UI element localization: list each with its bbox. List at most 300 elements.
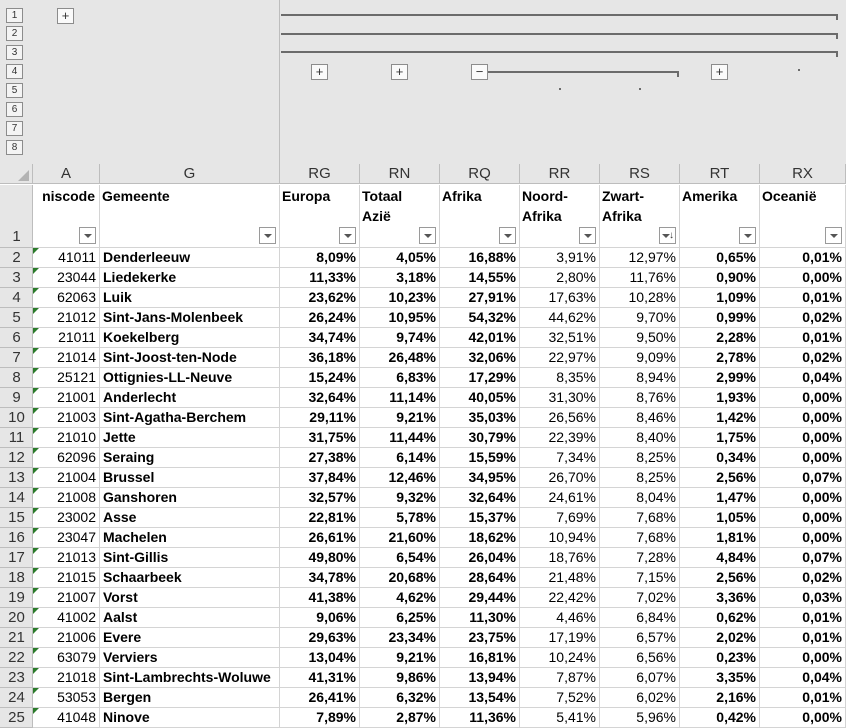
sort-filter-dropdown-button[interactable] <box>659 227 676 244</box>
cell-amerika[interactable] <box>680 528 760 548</box>
cell-gemeente[interactable] <box>100 588 280 608</box>
cell-amerika[interactable] <box>680 548 760 568</box>
cell-amerika[interactable] <box>680 328 760 348</box>
filter-dropdown-button[interactable] <box>259 227 276 244</box>
cell-afrika[interactable] <box>440 368 520 388</box>
cell-zwart[interactable] <box>600 448 680 468</box>
expand-group-button[interactable]: + <box>391 64 408 80</box>
cell-niscode[interactable] <box>33 568 100 588</box>
cell-zwart[interactable] <box>600 328 680 348</box>
row-header[interactable]: 6 <box>0 328 33 348</box>
cell-europa[interactable] <box>280 328 360 348</box>
cell-azie[interactable] <box>360 508 440 528</box>
cell-noord[interactable] <box>520 668 600 688</box>
cell-europa[interactable] <box>280 688 360 708</box>
cell-oceanie[interactable] <box>760 408 846 428</box>
cell-zwart[interactable] <box>600 308 680 328</box>
cell-oceanie[interactable] <box>760 528 846 548</box>
collapse-group-button[interactable]: − <box>471 64 488 80</box>
cell-azie[interactable] <box>360 248 440 268</box>
cell-azie[interactable] <box>360 268 440 288</box>
column-header-rx[interactable]: RX <box>760 164 846 184</box>
cell-europa[interactable] <box>280 568 360 588</box>
cell-gemeente[interactable] <box>100 428 280 448</box>
cell-niscode[interactable] <box>33 608 100 628</box>
row-header[interactable]: 12 <box>0 448 33 468</box>
outline-level-button[interactable]: 3 <box>6 45 23 60</box>
cell-zwart[interactable] <box>600 368 680 388</box>
row-header[interactable]: 15 <box>0 508 33 528</box>
cell-noord[interactable] <box>520 468 600 488</box>
cell-amerika[interactable] <box>680 608 760 628</box>
cell-noord[interactable] <box>520 568 600 588</box>
cell-afrika[interactable] <box>440 408 520 428</box>
cell-oceanie[interactable] <box>760 588 846 608</box>
cell-afrika[interactable] <box>440 628 520 648</box>
cell-europa[interactable] <box>280 668 360 688</box>
cell-afrika[interactable] <box>440 668 520 688</box>
cell-oceanie[interactable] <box>760 288 846 308</box>
cell-zwart[interactable] <box>600 508 680 528</box>
cell-value: 21,48% <box>548 569 596 585</box>
cell-afrika[interactable] <box>440 708 520 728</box>
row-header[interactable]: 18 <box>0 568 33 588</box>
cell-noord[interactable] <box>520 268 600 288</box>
cell-azie[interactable] <box>360 488 440 508</box>
cell-oceanie[interactable] <box>760 268 846 288</box>
cell-amerika[interactable] <box>680 508 760 528</box>
header-cell-g[interactable] <box>100 185 280 248</box>
cell-afrika[interactable] <box>440 428 520 448</box>
cell-noord[interactable] <box>520 548 600 568</box>
cell-noord[interactable] <box>520 508 600 528</box>
cell-gemeente[interactable] <box>100 288 280 308</box>
row-header[interactable]: 4 <box>0 288 33 308</box>
cell-gemeente[interactable] <box>100 628 280 648</box>
header-cell-a[interactable] <box>33 185 100 248</box>
row-header[interactable]: 8 <box>0 368 33 388</box>
cell-gemeente[interactable] <box>100 408 280 428</box>
cell-afrika[interactable] <box>440 508 520 528</box>
cell-oceanie[interactable] <box>760 348 846 368</box>
cell-amerika[interactable] <box>680 388 760 408</box>
row-header[interactable]: 10 <box>0 408 33 428</box>
cell-afrika[interactable] <box>440 588 520 608</box>
cell-gemeente[interactable] <box>100 528 280 548</box>
cell-noord[interactable] <box>520 408 600 428</box>
cell-afrika[interactable] <box>440 448 520 468</box>
cell-amerika[interactable] <box>680 488 760 508</box>
header-cell-rt[interactable] <box>680 185 760 248</box>
row-header[interactable]: 19 <box>0 588 33 608</box>
row-header[interactable]: 24 <box>0 688 33 708</box>
cell-oceanie[interactable] <box>760 548 846 568</box>
row-header[interactable]: 16 <box>0 528 33 548</box>
outline-level-button[interactable]: 6 <box>6 102 23 117</box>
cell-europa[interactable] <box>280 368 360 388</box>
cell-value: 7,15% <box>636 569 676 585</box>
cell-amerika[interactable] <box>680 628 760 648</box>
cell-gemeente[interactable] <box>100 548 280 568</box>
cell-oceanie[interactable] <box>760 448 846 468</box>
outline-level-button[interactable]: 1 <box>6 8 23 23</box>
outline-level-button[interactable]: 7 <box>6 121 23 136</box>
cell-noord[interactable] <box>520 688 600 708</box>
cell-oceanie[interactable] <box>760 308 846 328</box>
cell-niscode[interactable] <box>33 348 100 368</box>
cell-niscode[interactable] <box>33 408 100 428</box>
cell-oceanie[interactable] <box>760 248 846 268</box>
cell-afrika[interactable] <box>440 288 520 308</box>
cell-niscode[interactable] <box>33 668 100 688</box>
cell-azie[interactable] <box>360 568 440 588</box>
cell-amerika[interactable] <box>680 368 760 388</box>
cell-noord[interactable] <box>520 628 600 648</box>
row-header[interactable]: 2 <box>0 248 33 268</box>
cell-afrika[interactable] <box>440 308 520 328</box>
cell-europa[interactable] <box>280 708 360 728</box>
cell-zwart[interactable] <box>600 428 680 448</box>
cell-zwart[interactable] <box>600 608 680 628</box>
cell-amerika[interactable] <box>680 348 760 368</box>
cell-zwart[interactable] <box>600 668 680 688</box>
expand-group-button[interactable]: + <box>311 64 328 80</box>
cell-amerika[interactable] <box>680 468 760 488</box>
cell-zwart[interactable] <box>600 408 680 428</box>
cell-zwart[interactable] <box>600 588 680 608</box>
outline-level-button[interactable]: 4 <box>6 64 23 79</box>
header-cell-rx[interactable] <box>760 185 846 248</box>
cell-afrika[interactable] <box>440 328 520 348</box>
cell-gemeente[interactable] <box>100 508 280 528</box>
cell-oceanie[interactable] <box>760 368 846 388</box>
cell-azie[interactable] <box>360 328 440 348</box>
row-header[interactable]: 13 <box>0 468 33 488</box>
cell-niscode[interactable] <box>33 368 100 388</box>
row-header[interactable]: 23 <box>0 668 33 688</box>
header-label: Gemeente <box>102 188 170 204</box>
cell-zwart[interactable] <box>600 628 680 648</box>
row-header[interactable]: 17 <box>0 548 33 568</box>
cell-zwart[interactable] <box>600 548 680 568</box>
cell-amerika[interactable] <box>680 268 760 288</box>
cell-europa[interactable] <box>280 628 360 648</box>
cell-afrika[interactable] <box>440 528 520 548</box>
cell-amerika[interactable] <box>680 288 760 308</box>
cell-zwart[interactable] <box>600 268 680 288</box>
cell-value: 8,76% <box>636 389 676 405</box>
cell-europa[interactable] <box>280 528 360 548</box>
cell-afrika[interactable] <box>440 268 520 288</box>
column-header-rq[interactable]: RQ <box>440 164 520 184</box>
cell-noord[interactable] <box>520 348 600 368</box>
filter-dropdown-button[interactable] <box>79 227 96 244</box>
cell-amerika[interactable] <box>680 308 760 328</box>
cell-niscode[interactable] <box>33 528 100 548</box>
cell-afrika[interactable] <box>440 688 520 708</box>
filter-dropdown-button[interactable] <box>419 227 436 244</box>
header-cell-rn[interactable] <box>360 185 440 248</box>
expand-group-button[interactable]: + <box>711 64 728 80</box>
cell-zwart[interactable] <box>600 648 680 668</box>
filter-dropdown-button[interactable] <box>499 227 516 244</box>
column-header-rn[interactable]: RN <box>360 164 440 184</box>
cell-value: 0,65% <box>716 249 756 265</box>
row-header[interactable]: 5 <box>0 308 33 328</box>
cell-amerika[interactable] <box>680 668 760 688</box>
cell-niscode[interactable] <box>33 388 100 408</box>
cell-zwart[interactable] <box>600 688 680 708</box>
cell-europa[interactable] <box>280 268 360 288</box>
cell-oceanie[interactable] <box>760 488 846 508</box>
cell-europa[interactable] <box>280 288 360 308</box>
row-header[interactable]: 7 <box>0 348 33 368</box>
cell-europa[interactable] <box>280 428 360 448</box>
outline-level-button[interactable]: 2 <box>6 26 23 41</box>
row-header[interactable]: 20 <box>0 608 33 628</box>
cell-amerika[interactable] <box>680 448 760 468</box>
cell-gemeente[interactable] <box>100 668 280 688</box>
cell-oceanie[interactable] <box>760 468 846 488</box>
filter-dropdown-button[interactable] <box>579 227 596 244</box>
cell-afrika[interactable] <box>440 568 520 588</box>
cell-value: 63079 <box>57 649 96 665</box>
cell-oceanie[interactable] <box>760 508 846 528</box>
cell-gemeente[interactable] <box>100 248 280 268</box>
cell-europa[interactable] <box>280 308 360 328</box>
cell-amerika[interactable] <box>680 648 760 668</box>
cell-niscode[interactable] <box>33 308 100 328</box>
cell-azie[interactable] <box>360 348 440 368</box>
cell-niscode[interactable] <box>33 288 100 308</box>
cell-noord[interactable] <box>520 488 600 508</box>
cell-zwart[interactable] <box>600 708 680 728</box>
cell-noord[interactable] <box>520 588 600 608</box>
cell-zwart[interactable] <box>600 488 680 508</box>
cell-gemeente[interactable] <box>100 708 280 728</box>
cell-azie[interactable] <box>360 628 440 648</box>
cell-value: 53053 <box>57 689 96 705</box>
cell-europa[interactable] <box>280 248 360 268</box>
cell-zwart[interactable] <box>600 468 680 488</box>
row-header[interactable]: 14 <box>0 488 33 508</box>
group-bar-level1-end <box>836 14 838 20</box>
cell-oceanie[interactable] <box>760 668 846 688</box>
cell-azie[interactable] <box>360 588 440 608</box>
cell-europa[interactable] <box>280 448 360 468</box>
cell-oceanie[interactable] <box>760 628 846 648</box>
cell-azie[interactable] <box>360 308 440 328</box>
cell-zwart[interactable] <box>600 388 680 408</box>
cell-azie[interactable] <box>360 528 440 548</box>
cell-noord[interactable] <box>520 248 600 268</box>
cell-noord[interactable] <box>520 288 600 308</box>
column-header-a[interactable]: A <box>33 164 100 184</box>
cell-gemeente[interactable] <box>100 268 280 288</box>
cell-afrika[interactable] <box>440 248 520 268</box>
cell-noord[interactable] <box>520 328 600 348</box>
cell-niscode[interactable] <box>33 688 100 708</box>
cell-azie[interactable] <box>360 408 440 428</box>
cell-zwart[interactable] <box>600 288 680 308</box>
cell-noord[interactable] <box>520 608 600 628</box>
cell-afrika[interactable] <box>440 348 520 368</box>
cell-value: 1,47% <box>716 489 756 505</box>
cell-niscode[interactable] <box>33 588 100 608</box>
cell-europa[interactable] <box>280 608 360 628</box>
cell-afrika[interactable] <box>440 648 520 668</box>
cell-noord[interactable] <box>520 388 600 408</box>
header-label: Europa <box>282 188 331 204</box>
cell-gemeente[interactable] <box>100 308 280 328</box>
filter-dropdown-button[interactable] <box>825 227 842 244</box>
cell-niscode[interactable] <box>33 628 100 648</box>
cell-noord[interactable] <box>520 648 600 668</box>
cell-zwart[interactable] <box>600 568 680 588</box>
row-header[interactable]: 3 <box>0 268 33 288</box>
cell-oceanie[interactable] <box>760 708 846 728</box>
cell-niscode[interactable] <box>33 448 100 468</box>
cell-oceanie[interactable] <box>760 648 846 668</box>
cell-oceanie[interactable] <box>760 688 846 708</box>
cell-niscode[interactable] <box>33 248 100 268</box>
cell-europa[interactable] <box>280 408 360 428</box>
cell-value: 32,64% <box>468 489 516 505</box>
column-header-rr[interactable]: RR <box>520 164 600 184</box>
group-bar-level3 <box>281 51 838 53</box>
row-header-1[interactable]: 1 <box>0 185 33 248</box>
expand-group-button[interactable]: + <box>57 8 74 24</box>
cell-europa[interactable] <box>280 388 360 408</box>
cell-value: 1,05% <box>716 509 756 525</box>
cell-niscode[interactable] <box>33 548 100 568</box>
row-header[interactable]: 11 <box>0 428 33 448</box>
cell-noord[interactable] <box>520 428 600 448</box>
cell-noord[interactable] <box>520 308 600 328</box>
cell-afrika[interactable] <box>440 468 520 488</box>
cell-azie[interactable] <box>360 608 440 628</box>
cell-gemeente[interactable] <box>100 568 280 588</box>
outline-level-button[interactable]: 8 <box>6 140 23 155</box>
cell-gemeente[interactable] <box>100 468 280 488</box>
cell-niscode[interactable] <box>33 468 100 488</box>
outline-level-button[interactable]: 5 <box>6 83 23 98</box>
cell-niscode[interactable] <box>33 708 100 728</box>
cell-niscode[interactable] <box>33 508 100 528</box>
cell-noord[interactable] <box>520 528 600 548</box>
row-header[interactable]: 9 <box>0 388 33 408</box>
cell-amerika[interactable] <box>680 568 760 588</box>
cell-oceanie[interactable] <box>760 428 846 448</box>
header-cell-rs[interactable] <box>600 185 680 248</box>
column-header-g[interactable]: G <box>100 164 280 184</box>
cell-gemeente[interactable] <box>100 648 280 668</box>
cell-azie[interactable] <box>360 388 440 408</box>
cell-gemeente[interactable] <box>100 608 280 628</box>
cell-europa[interactable] <box>280 488 360 508</box>
cell-value: 0,01% <box>802 329 842 345</box>
cell-gemeente[interactable] <box>100 368 280 388</box>
cell-gemeente[interactable] <box>100 448 280 468</box>
column-header-rg[interactable]: RG <box>280 164 360 184</box>
cell-niscode[interactable] <box>33 428 100 448</box>
cell-gemeente[interactable] <box>100 328 280 348</box>
cell-value: Denderleeuw <box>103 249 191 265</box>
cell-oceanie[interactable] <box>760 608 846 628</box>
cell-azie[interactable] <box>360 688 440 708</box>
cell-amerika[interactable] <box>680 248 760 268</box>
cell-europa[interactable] <box>280 648 360 668</box>
cell-amerika[interactable] <box>680 588 760 608</box>
cell-azie[interactable] <box>360 708 440 728</box>
cell-amerika[interactable] <box>680 428 760 448</box>
cell-gemeente[interactable] <box>100 488 280 508</box>
filter-dropdown-button[interactable] <box>739 227 756 244</box>
cell-noord[interactable] <box>520 708 600 728</box>
header-cell-rr[interactable] <box>520 185 600 248</box>
cell-oceanie[interactable] <box>760 388 846 408</box>
cell-niscode[interactable] <box>33 648 100 668</box>
cell-azie[interactable] <box>360 428 440 448</box>
cell-noord[interactable] <box>520 368 600 388</box>
row-header[interactable]: 21 <box>0 628 33 648</box>
cell-oceanie[interactable] <box>760 568 846 588</box>
header-cell-rg[interactable] <box>280 185 360 248</box>
cell-gemeente[interactable] <box>100 688 280 708</box>
row-header[interactable]: 22 <box>0 648 33 668</box>
cell-europa[interactable] <box>280 468 360 488</box>
select-all-corner[interactable] <box>0 164 33 184</box>
number-as-text-warning-icon <box>33 388 39 394</box>
cell-niscode[interactable] <box>33 268 100 288</box>
cell-value: 6,54% <box>396 549 436 565</box>
header-cell-rq[interactable] <box>440 185 520 248</box>
cell-azie[interactable] <box>360 288 440 308</box>
cell-afrika[interactable] <box>440 608 520 628</box>
column-header-rs[interactable]: RS <box>600 164 680 184</box>
cell-europa[interactable] <box>280 348 360 368</box>
cell-amerika[interactable] <box>680 688 760 708</box>
cell-azie[interactable] <box>360 468 440 488</box>
cell-gemeente[interactable] <box>100 388 280 408</box>
cell-noord[interactable] <box>520 448 600 468</box>
column-header-rt[interactable]: RT <box>680 164 760 184</box>
cell-zwart[interactable] <box>600 348 680 368</box>
cell-europa[interactable] <box>280 548 360 568</box>
cell-niscode[interactable] <box>33 488 100 508</box>
cell-niscode[interactable] <box>33 328 100 348</box>
cell-zwart[interactable] <box>600 248 680 268</box>
cell-azie[interactable] <box>360 548 440 568</box>
cell-amerika[interactable] <box>680 708 760 728</box>
cell-azie[interactable] <box>360 668 440 688</box>
cell-afrika[interactable] <box>440 548 520 568</box>
cell-europa[interactable] <box>280 588 360 608</box>
cell-afrika[interactable] <box>440 488 520 508</box>
filter-dropdown-button[interactable] <box>339 227 356 244</box>
row-header[interactable]: 25 <box>0 708 33 728</box>
cell-gemeente[interactable] <box>100 348 280 368</box>
cell-amerika[interactable] <box>680 408 760 428</box>
cell-azie[interactable] <box>360 448 440 468</box>
cell-zwart[interactable] <box>600 528 680 548</box>
cell-azie[interactable] <box>360 368 440 388</box>
cell-azie[interactable] <box>360 648 440 668</box>
cell-afrika[interactable] <box>440 388 520 408</box>
cell-value: 44,62% <box>548 309 596 325</box>
cell-europa[interactable] <box>280 508 360 528</box>
cell-oceanie[interactable] <box>760 328 846 348</box>
